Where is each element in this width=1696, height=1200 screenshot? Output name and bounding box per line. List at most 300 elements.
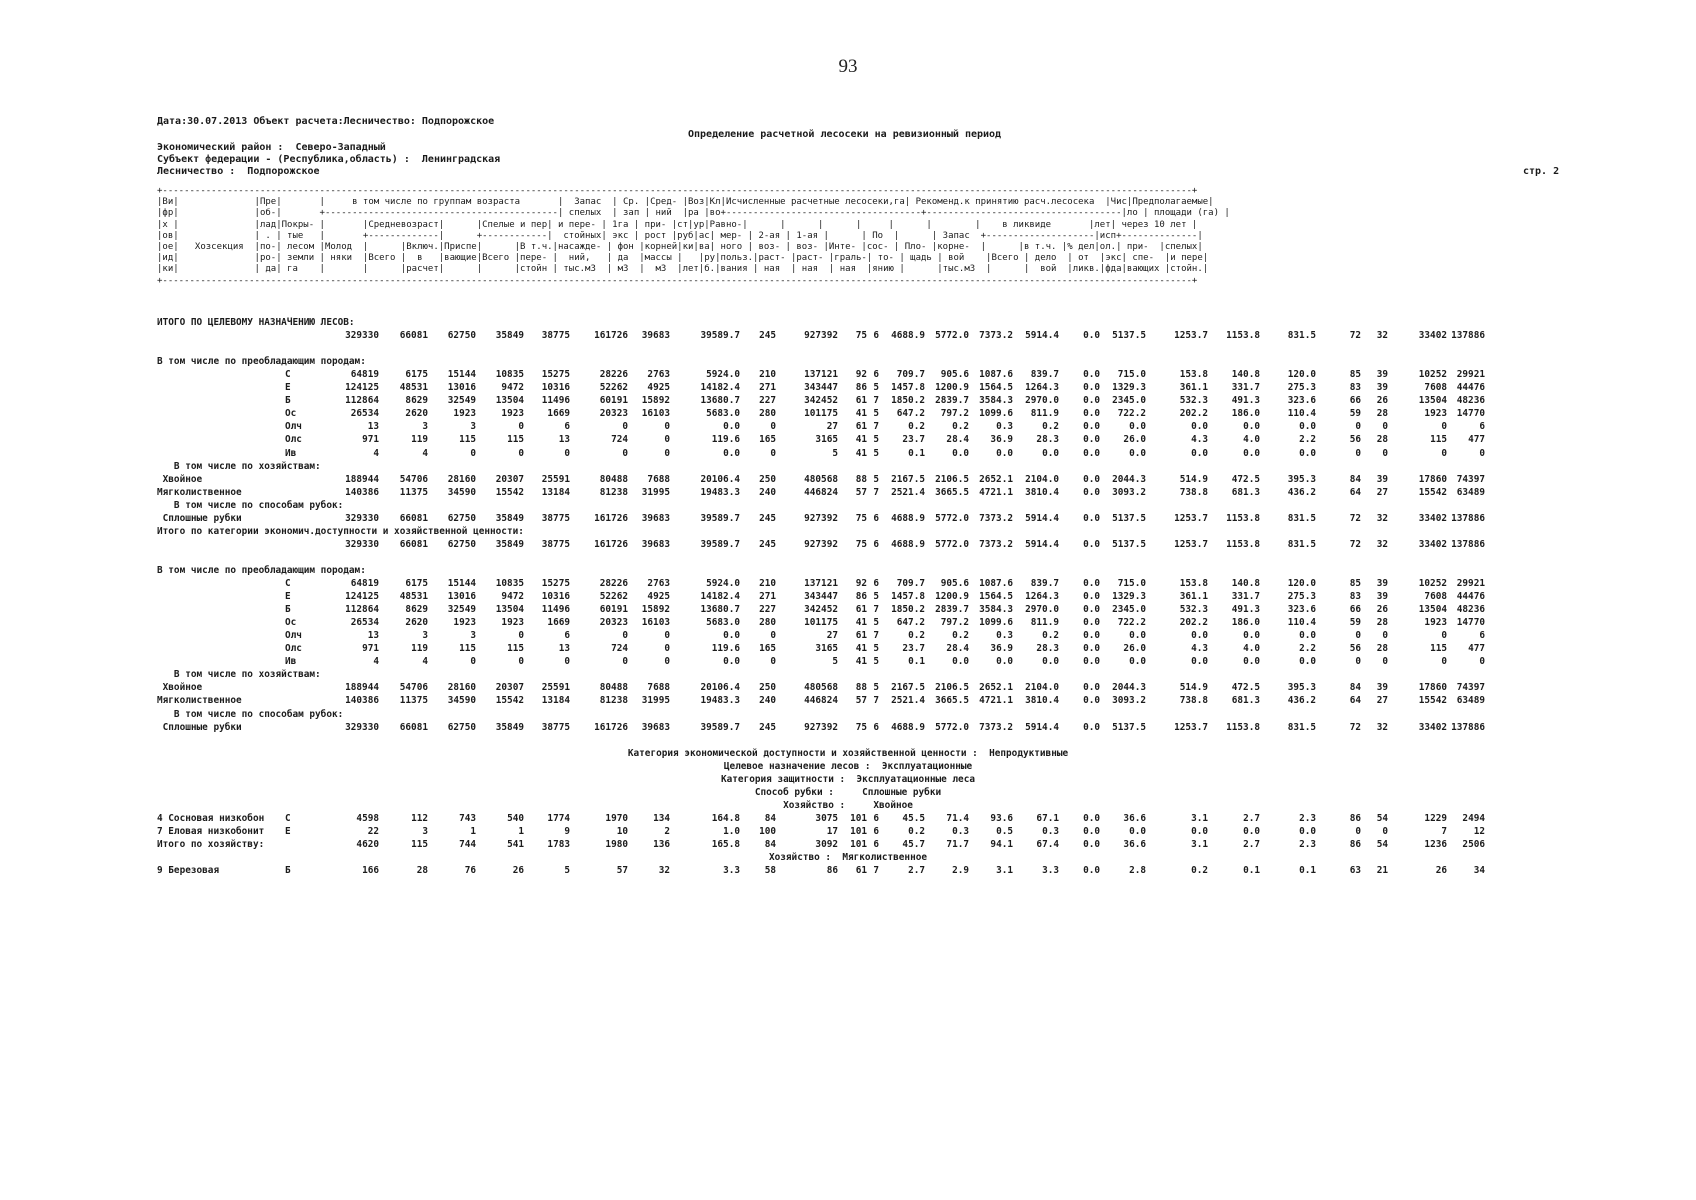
section-heading: Итого по категории экономич.доступности и хозяйственной ценности: xyxy=(157,525,524,537)
table-cell: 0 xyxy=(1382,656,1388,668)
table-cell: 275.3 xyxy=(1287,591,1316,603)
row-label xyxy=(157,434,285,447)
row-label xyxy=(157,539,285,552)
table-cell: 446824 xyxy=(804,695,838,707)
table-cell: 28 xyxy=(1376,643,1388,655)
table-cell: 0 xyxy=(664,434,670,446)
table-cell: 395.3 xyxy=(1287,682,1316,694)
table-cell: 4.3 xyxy=(1191,434,1208,446)
table-cell: 38775 xyxy=(541,330,570,342)
table-cell: 71.4 xyxy=(946,812,969,824)
table-cell: 2970.0 xyxy=(1025,395,1059,407)
table-cell: 66081 xyxy=(399,512,428,524)
table-cell: 7373.2 xyxy=(979,538,1013,550)
row-species: Олч xyxy=(285,630,302,642)
table-cell: 11496 xyxy=(541,395,570,407)
table-cell: 4688.9 xyxy=(891,330,925,342)
table-cell: 0.0 xyxy=(1129,630,1146,642)
table-cell: 34 xyxy=(1473,865,1485,877)
table-cell: 134 xyxy=(653,812,670,824)
table-cell: 361.1 xyxy=(1179,382,1208,394)
table-cell: 744 xyxy=(459,839,476,850)
table-cell: 6 xyxy=(873,839,879,850)
table-cell: 0.0 xyxy=(1083,591,1100,603)
table-cell: 0 xyxy=(622,656,628,668)
table-cell: 137886 xyxy=(1451,330,1485,342)
table-cell: 0.0 xyxy=(1083,421,1100,433)
table-cell: 15542 xyxy=(1418,486,1447,498)
table-cell: 491.3 xyxy=(1231,395,1260,407)
table-row xyxy=(157,839,1485,852)
table-cell: 7688 xyxy=(647,473,670,485)
table-cell: 3 xyxy=(422,421,428,433)
table-cell: 2.2 xyxy=(1299,434,1316,446)
table-cell: 0.0 xyxy=(1083,578,1100,589)
category-heading: Категория экономической доступности и хозяйственной ценности : Непродуктивные xyxy=(627,747,1069,759)
table-cell: 0.2 xyxy=(1042,630,1059,642)
table-cell: 250 xyxy=(759,682,776,694)
row-label xyxy=(157,330,285,343)
table-cell: 0 xyxy=(518,630,524,642)
table-row xyxy=(157,408,1485,421)
table-cell: 13504 xyxy=(495,604,524,616)
row-species xyxy=(285,682,321,695)
table-cell: 0.1 xyxy=(908,656,925,668)
table-cell: 0 xyxy=(1441,656,1447,668)
table-cell: 2521.4 xyxy=(891,695,925,707)
table-cell: 927392 xyxy=(804,721,838,733)
table-cell: 532.3 xyxy=(1179,604,1208,616)
table-cell: 0.0 xyxy=(1083,865,1100,877)
table-cell: 1236 xyxy=(1424,839,1447,850)
table-cell: 13 xyxy=(367,421,379,433)
table-cell: 1457.8 xyxy=(891,591,925,603)
table-cell: 10252 xyxy=(1418,369,1447,381)
row-species: Е xyxy=(285,825,291,837)
table-cell: 1457.8 xyxy=(891,382,925,394)
table-cell: 45.7 xyxy=(902,839,925,850)
table-cell: 5 xyxy=(873,473,879,485)
table-cell: 20307 xyxy=(495,682,524,694)
table-cell: 27 xyxy=(826,421,838,433)
table-cell: 0.0 xyxy=(1191,656,1208,668)
table-cell: 1264.3 xyxy=(1025,382,1059,394)
federation-subject: Субъект федерации - (Республика,область) : Ленинградская xyxy=(157,154,501,165)
table-cell: 245 xyxy=(759,538,776,550)
table-cell: 15542 xyxy=(495,486,524,498)
table-cell: 48236 xyxy=(1456,604,1485,616)
table-cell: 343447 xyxy=(804,382,838,394)
table-cell: 271 xyxy=(759,382,776,394)
table-cell: 0 xyxy=(664,656,670,668)
table-cell: 67.4 xyxy=(1036,839,1059,850)
table-cell: 28 xyxy=(416,865,428,877)
economic-region: Экономический район : Северо-Западный xyxy=(157,142,386,153)
table-cell: 63 xyxy=(1349,865,1361,877)
table-row xyxy=(157,578,1485,591)
table-cell: 71.7 xyxy=(946,839,969,850)
table-cell: 86 xyxy=(1349,839,1361,850)
table-cell: 66081 xyxy=(399,330,428,342)
table-cell: 112864 xyxy=(345,604,379,616)
table-cell: 34590 xyxy=(447,695,476,707)
table-cell: 22 xyxy=(367,825,379,837)
row-species: Ос xyxy=(285,617,297,629)
table-cell: 2167.5 xyxy=(891,473,925,485)
table-cell: 1923 xyxy=(453,408,476,420)
table-cell: 6 xyxy=(873,812,879,824)
table-cell: 541 xyxy=(507,839,524,850)
table-cell: 0.0 xyxy=(1083,538,1100,550)
table-cell: 245 xyxy=(759,330,776,342)
table-cell: 0.0 xyxy=(1042,656,1059,668)
table-cell: 0.0 xyxy=(1129,447,1146,459)
section-heading: В том числе по преобладающим породам: xyxy=(157,356,366,368)
table-cell: 245 xyxy=(759,721,776,733)
table-cell: 27 xyxy=(1376,486,1388,498)
table-cell: 72 xyxy=(1349,512,1361,524)
table-cell: 681.3 xyxy=(1231,486,1260,498)
table-cell: 323.6 xyxy=(1287,395,1316,407)
table-cell: 119 xyxy=(411,434,428,446)
table-cell: 3.1 xyxy=(1191,812,1208,824)
table-cell: 245 xyxy=(759,512,776,524)
table-cell: 115 xyxy=(507,643,524,655)
table-header: +----------------------------------------------------------------------------------------------------------------------------------------------------------------------------------------------+ |Ви| |Пре| | в том числе по группам возраста | Запас | Ср. |Сред- |Воз|Кл|Исчисленные расчетные лесосеки,га| Рекоменд.к принятию расч.лесосека |Чис|Предполагаемые| |фр| |об-| +-------------------------------------------| спелых | зап | ний |ра |во+------------------------------------+------------------------------------|ло | площади (га) | |х | |лад|Покры- | |Средневозраст| |Спелые и пер| и пере- | 1га | при- |ст|ур|Равно-| | | | | | | в ликвиде |лет| через 10 лет | |ов| | . | тые | +-------------| +------------| стойных| экс | рост |руб|ас| мер- | 2-ая | 1-ая | | По | | Запас +--------------------|исп+--------------| |ое| Хозсекция |по-| лесом |Молод | |Включ.|Приспе| |В т.ч.|насажде- | фон |корней|ки|ва| ного | воз- | воз- |Интe- |сос- | Пло- |корне- | |в т.ч. |% дел|ол.| при- |спелых| |ид| |ро-| земли | няки |Всего | в |вающие|Всего |пере- | ний, | да |массы | |ру|польз.|раст- |раст- |граль-| то- | щадь | вой |Всего | дело | от |экс| спе- |и пере| |ки| | да| га | | |расчет| | |стойн | тыс.м3 | м3 | м3 |лет|б.|вания | ная | ная | ная |янию | |тыс.м3 | | вой |ликв.|фда|вающих |стойн.| +----------------------------------------------------------------------------------------------------------------------------------------------------------------------------------------------+ xyxy=(157,186,1230,286)
table-cell: 39 xyxy=(1376,591,1388,603)
table-cell: 0.0 xyxy=(1243,421,1260,433)
table-cell: 136 xyxy=(653,839,670,850)
table-cell: 342452 xyxy=(804,395,838,407)
table-cell: 210 xyxy=(759,578,776,589)
table-cell: 3 xyxy=(422,825,428,837)
table-cell: 60191 xyxy=(599,395,628,407)
table-cell: 93.6 xyxy=(990,812,1013,824)
table-cell: 2.3 xyxy=(1299,839,1316,850)
table-cell: 15892 xyxy=(641,395,670,407)
table-cell: 831.5 xyxy=(1287,721,1316,733)
table-cell: 2106.5 xyxy=(935,473,969,485)
table-cell: 6175 xyxy=(405,369,428,381)
table-cell: 165.8 xyxy=(711,839,740,850)
table-cell: 39 xyxy=(1376,578,1388,589)
table-cell: 329330 xyxy=(345,330,379,342)
table-cell: 26.0 xyxy=(1123,643,1146,655)
table-cell: 1 xyxy=(518,825,524,837)
category-heading: Хозяйство : Мягколиственное xyxy=(768,852,928,864)
table-cell: 715.0 xyxy=(1117,369,1146,381)
table-row xyxy=(157,682,1485,695)
table-cell: 0.0 xyxy=(1083,330,1100,342)
table-cell: 41 xyxy=(855,643,867,655)
table-cell: 2652.1 xyxy=(979,473,1013,485)
table-cell: 26 xyxy=(1435,865,1447,877)
table-row xyxy=(157,695,1485,708)
table-cell: 12 xyxy=(1473,825,1485,837)
table-cell: 4 xyxy=(422,656,428,668)
row-species xyxy=(285,330,321,343)
report-date-line: Дата:30.07.2013 Объект расчета:Лесничество: Подпорожское xyxy=(157,116,495,127)
table-cell: 88 xyxy=(855,473,867,485)
table-cell: 13504 xyxy=(1418,604,1447,616)
table-cell: 6 xyxy=(564,630,570,642)
table-cell: 27 xyxy=(1376,695,1388,707)
table-cell: 0.2 xyxy=(1191,865,1208,877)
table-cell: 1.0 xyxy=(723,825,740,837)
table-cell: 3.1 xyxy=(1191,839,1208,850)
table-cell: 28226 xyxy=(599,369,628,381)
table-cell: 7 xyxy=(873,421,879,433)
table-cell: 26 xyxy=(512,865,524,877)
table-cell: 1564.5 xyxy=(979,382,1013,394)
table-cell: 436.2 xyxy=(1287,695,1316,707)
table-cell: 4688.9 xyxy=(891,512,925,524)
table-cell: 0.0 xyxy=(1083,812,1100,824)
table-cell: 0.3 xyxy=(996,630,1013,642)
table-cell: 0 xyxy=(1382,825,1388,837)
page-label: стр. 2 xyxy=(1523,166,1560,177)
table-cell: 1153.8 xyxy=(1226,512,1260,524)
table-cell: 57 xyxy=(855,486,867,498)
table-cell: 0.0 xyxy=(1243,825,1260,837)
table-cell: 2044.3 xyxy=(1112,473,1146,485)
table-cell: 33402 xyxy=(1418,721,1447,733)
table-cell: 15275 xyxy=(541,369,570,381)
table-cell: 101175 xyxy=(804,408,838,420)
table-cell: 3092 xyxy=(815,839,838,850)
row-label xyxy=(157,448,285,461)
table-cell: 39683 xyxy=(641,721,670,733)
table-cell: 32549 xyxy=(447,395,476,407)
table-cell: 88 xyxy=(855,682,867,694)
table-cell: 7688 xyxy=(647,682,670,694)
table-cell: 0.0 xyxy=(1191,825,1208,837)
table-cell: 72 xyxy=(1349,538,1361,550)
table-row xyxy=(157,813,1485,826)
table-cell: 2652.1 xyxy=(979,682,1013,694)
table-cell: 3665.5 xyxy=(935,695,969,707)
table-cell: 41 xyxy=(855,656,867,668)
table-cell: 54 xyxy=(1376,839,1388,850)
table-cell: 5137.5 xyxy=(1112,538,1146,550)
table-cell: 1153.8 xyxy=(1226,330,1260,342)
table-cell: 58 xyxy=(764,865,776,877)
table-cell: 13016 xyxy=(447,382,476,394)
table-cell: 0.1 xyxy=(1243,865,1260,877)
table-cell: 6 xyxy=(873,578,879,589)
table-cell: 188944 xyxy=(345,682,379,694)
table-cell: 20323 xyxy=(599,617,628,629)
table-cell: 2494 xyxy=(1462,812,1485,824)
table-cell: 21 xyxy=(1376,865,1388,877)
table-cell: 13184 xyxy=(541,486,570,498)
table-cell: 0.0 xyxy=(1083,434,1100,446)
table-cell: 2.9 xyxy=(952,865,969,877)
table-cell: 7 xyxy=(873,695,879,707)
table-cell: 2167.5 xyxy=(891,682,925,694)
table-cell: 0.1 xyxy=(908,447,925,459)
table-cell: 4925 xyxy=(647,591,670,603)
table-cell: 2620 xyxy=(405,408,428,420)
table-cell: 7608 xyxy=(1424,382,1447,394)
table-cell: 0.0 xyxy=(952,656,969,668)
table-cell: 164.8 xyxy=(711,812,740,824)
table-cell: 240 xyxy=(759,486,776,498)
table-cell: 28 xyxy=(1376,408,1388,420)
table-cell: 0.0 xyxy=(1129,421,1146,433)
table-cell: 0 xyxy=(770,630,776,642)
table-cell: 60191 xyxy=(599,604,628,616)
table-cell: 280 xyxy=(759,408,776,420)
table-cell: 119.6 xyxy=(711,643,740,655)
table-cell: 715.0 xyxy=(1117,578,1146,589)
table-cell: 7 xyxy=(873,395,879,407)
table-cell: 329330 xyxy=(345,512,379,524)
table-cell: 1923 xyxy=(453,617,476,629)
table-cell: 5 xyxy=(873,617,879,629)
table-cell: 153.8 xyxy=(1179,369,1208,381)
table-row xyxy=(157,395,1485,408)
table-cell: 110.4 xyxy=(1287,617,1316,629)
table-cell: 0.0 xyxy=(1243,447,1260,459)
table-cell: 25591 xyxy=(541,473,570,485)
table-cell: 0 xyxy=(1441,630,1447,642)
table-cell: 14182.4 xyxy=(700,591,740,603)
table-cell: 927392 xyxy=(804,512,838,524)
table-cell: 0 xyxy=(622,447,628,459)
table-cell: 13 xyxy=(367,630,379,642)
row-label: Хвойное xyxy=(157,473,203,485)
table-cell: 0.0 xyxy=(1083,630,1100,642)
table-cell: 927392 xyxy=(804,330,838,342)
category-heading: Целевое назначение лесов : Эксплуатационные xyxy=(723,760,973,772)
table-cell: 6 xyxy=(873,721,879,733)
table-cell: 0.0 xyxy=(1191,630,1208,642)
row-label xyxy=(157,578,285,591)
table-cell: 10316 xyxy=(541,382,570,394)
table-cell: 165 xyxy=(759,643,776,655)
table-cell: 66 xyxy=(1349,395,1361,407)
table-cell: 25591 xyxy=(541,682,570,694)
table-cell: 28 xyxy=(1376,434,1388,446)
table-cell: 1253.7 xyxy=(1174,330,1208,342)
table-cell: 0 xyxy=(470,656,476,668)
table-cell: 3165 xyxy=(815,643,838,655)
table-cell: 23.7 xyxy=(902,434,925,446)
table-cell: 7 xyxy=(1441,825,1447,837)
table-cell: 83 xyxy=(1349,591,1361,603)
table-cell: 0.3 xyxy=(952,825,969,837)
table-cell: 1253.7 xyxy=(1174,512,1208,524)
table-row xyxy=(157,643,1485,656)
table-cell: 7373.2 xyxy=(979,512,1013,524)
table-cell: 41 xyxy=(855,447,867,459)
table-cell: 38775 xyxy=(541,512,570,524)
table-cell: 61 xyxy=(855,395,867,407)
table-cell: 115 xyxy=(411,839,428,850)
table-cell: 33402 xyxy=(1418,538,1447,550)
table-cell: 57 xyxy=(855,695,867,707)
table-cell: 1253.7 xyxy=(1174,538,1208,550)
table-cell: 7 xyxy=(873,486,879,498)
table-cell: 0 xyxy=(1355,447,1361,459)
table-cell: 797.2 xyxy=(940,617,969,629)
table-cell: 839.7 xyxy=(1030,369,1059,381)
table-cell: 2.7 xyxy=(1243,839,1260,850)
table-cell: 1669 xyxy=(547,617,570,629)
page-number: 93 xyxy=(838,56,858,77)
row-species: Ив xyxy=(285,656,297,668)
table-cell: 28 xyxy=(1376,617,1388,629)
table-cell: 17 xyxy=(826,825,838,837)
table-cell: 165 xyxy=(759,434,776,446)
table-cell: 5 xyxy=(873,408,879,420)
table-cell: 0.0 xyxy=(1243,630,1260,642)
table-cell: 5914.4 xyxy=(1025,512,1059,524)
table-cell: 0 xyxy=(770,421,776,433)
row-label: 9 Березовая xyxy=(157,865,220,877)
table-cell: 2763 xyxy=(647,369,670,381)
table-cell: 48531 xyxy=(399,591,428,603)
table-cell: 20307 xyxy=(495,473,524,485)
table-cell: 3075 xyxy=(815,812,838,824)
table-cell: 26534 xyxy=(350,617,379,629)
table-cell: 75 xyxy=(855,538,867,550)
table-cell: 54 xyxy=(1376,812,1388,824)
table-cell: 4688.9 xyxy=(891,538,925,550)
table-cell: 188944 xyxy=(345,473,379,485)
table-cell: 29921 xyxy=(1456,578,1485,589)
table-cell: 161726 xyxy=(594,721,628,733)
table-cell: 36.9 xyxy=(990,643,1013,655)
row-species: С xyxy=(285,812,291,824)
table-cell: 4 xyxy=(373,656,379,668)
table-cell: 64 xyxy=(1349,486,1361,498)
table-cell: 5772.0 xyxy=(935,538,969,550)
table-cell: 100 xyxy=(759,825,776,837)
table-cell: 514.9 xyxy=(1179,682,1208,694)
table-cell: 27 xyxy=(826,630,838,642)
table-cell: 31995 xyxy=(641,695,670,707)
table-cell: 4.0 xyxy=(1243,643,1260,655)
table-row xyxy=(157,591,1485,604)
table-cell: 240 xyxy=(759,695,776,707)
table-cell: 29921 xyxy=(1456,369,1485,381)
table-cell: 5 xyxy=(564,865,570,877)
table-cell: 26.0 xyxy=(1123,434,1146,446)
table-cell: 13 xyxy=(558,643,570,655)
table-cell: 743 xyxy=(459,812,476,824)
table-cell: 59 xyxy=(1349,617,1361,629)
table-cell: 540 xyxy=(507,812,524,824)
table-cell: 5683.0 xyxy=(706,408,740,420)
table-cell: 5772.0 xyxy=(935,330,969,342)
row-label xyxy=(157,591,285,604)
table-cell: 35849 xyxy=(495,538,524,550)
table-cell: 446824 xyxy=(804,486,838,498)
table-cell: 61 xyxy=(855,630,867,642)
table-cell: 5 xyxy=(832,447,838,459)
table-cell: 0 xyxy=(1382,630,1388,642)
table-cell: 472.5 xyxy=(1231,682,1260,694)
row-species: Ос xyxy=(285,408,297,420)
table-cell: 2104.0 xyxy=(1025,473,1059,485)
table-cell: 16103 xyxy=(641,408,670,420)
table-cell: 1850.2 xyxy=(891,604,925,616)
table-cell: 39589.7 xyxy=(700,721,740,733)
table-row xyxy=(157,604,1485,617)
table-cell: 1980 xyxy=(605,839,628,850)
